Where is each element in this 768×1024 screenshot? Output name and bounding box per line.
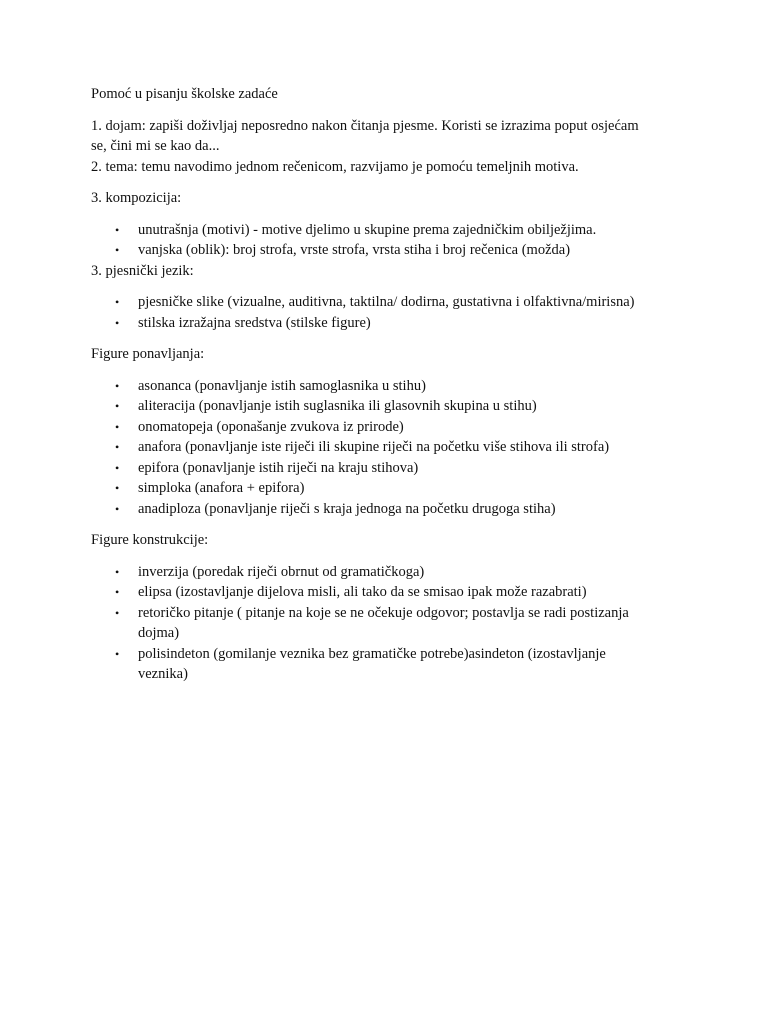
heading-pjesnicki-jezik: 3. pjesnički jezik: [91, 262, 194, 279]
bullet-icon [115, 437, 119, 458]
bullet-icon [115, 478, 119, 499]
list-pjesnicki-jezik [91, 292, 691, 333]
list-item-text: anadiploza (ponavljanje riječi s kraja jednoga na početku drugoga stiha) [138, 500, 556, 517]
list-item [91, 644, 691, 685]
bullet-icon [115, 220, 119, 241]
item-tema: 2. tema: temu navodimo jednom rečenicom, razvijamo je pomoću temeljnih motiva. [91, 158, 579, 175]
list-kompozicija [91, 220, 691, 261]
bullet-icon [115, 499, 119, 520]
bullet-icon [115, 376, 119, 397]
heading-figure-ponavljanja: Figure ponavljanja: [91, 346, 205, 362]
list-item [91, 478, 691, 499]
list-item [91, 562, 691, 583]
bullet-icon [115, 562, 119, 583]
list-item-text-line-1: polisindeton (gomilanje veznika bez gramatičke potrebe)asindeton (izostavljanje [138, 645, 606, 662]
bullet-icon [115, 313, 119, 334]
list-item-text: inverzija (poredak riječi obrnut od gramatičkoga) [138, 563, 425, 580]
list-item [91, 582, 691, 603]
list-item [91, 396, 691, 417]
list-item-text-line-1: retoričko pitanje ( pitanje na koje se ne očekuje odgovor; postavlja se radi postizanja [138, 604, 629, 621]
list-item-text: simploka (anafora + epifora) [138, 480, 305, 496]
list-figure-konstrukcije [91, 562, 691, 685]
item-dojam-line-1: 1. dojam: zapiši doživljaj neposredno nakon čitanja pjesme. Koristi se izrazima poput osjećam [91, 117, 639, 134]
heading-kompozicija: 3. kompozicija: [91, 190, 182, 206]
heading-figure-konstrukcije: Figure konstrukcije: [91, 532, 209, 548]
list-item [91, 499, 691, 520]
list-item-text: aliteracija (ponavljanje istih suglasnika ili glasovnih skupina u stihu) [138, 398, 537, 414]
list-item-text: epifora (ponavljanje istih riječi na kraju stihova) [138, 459, 419, 476]
list-item-text-line-2: veznika) [138, 666, 188, 682]
list-item-text: unutrašnja (motivi) - motive djelimo u skupine prema zajedničkim obilježjima. [138, 221, 597, 238]
bullet-icon [115, 292, 119, 313]
bullet-icon [115, 240, 119, 261]
list-item-text: onomatopeja (oponašanje zvukova iz prirode) [138, 418, 404, 435]
list-item-text: elipsa (izostavljanje dijelova misli, ali tako da se smisao ipak može razabrati) [138, 584, 587, 600]
list-item [91, 458, 691, 479]
list-item [91, 376, 691, 397]
list-item [91, 240, 691, 261]
bullet-icon [115, 396, 119, 417]
bullet-icon [115, 603, 119, 624]
list-item-text: asonanca (ponavljanje istih samoglasnika u stihu) [138, 377, 426, 394]
bullet-icon [115, 644, 119, 665]
item-dojam-line-2: se, čini mi se kao da... [91, 138, 220, 154]
list-item-text: stilska izražajna sredstva (stilske figure) [138, 314, 371, 331]
list-item-text: pjesničke slike (vizualne, auditivna, taktilna/ dodirna, gustativna i olfaktivna/mirisna) [138, 294, 635, 310]
list-item [91, 437, 691, 458]
list-figure-ponavljanja [91, 376, 691, 520]
bullet-icon [115, 417, 119, 438]
bullet-icon [115, 582, 119, 603]
list-item [91, 292, 691, 313]
list-item-text-line-2: dojma) [138, 625, 180, 641]
document-title: Pomoć u pisanju školske zadaće [91, 86, 278, 102]
list-item [91, 417, 691, 438]
list-item [91, 220, 691, 241]
bullet-icon [115, 458, 119, 479]
list-item-text: vanjska (oblik): broj strofa, vrste strofa, vrsta stiha i broj rečenica (možda) [138, 242, 571, 258]
list-item [91, 313, 691, 334]
list-item-text: anafora (ponavljanje iste riječi ili skupine riječi na početku više stihova ili strofa) [138, 439, 610, 455]
document-page [91, 84, 691, 685]
list-item [91, 603, 691, 644]
